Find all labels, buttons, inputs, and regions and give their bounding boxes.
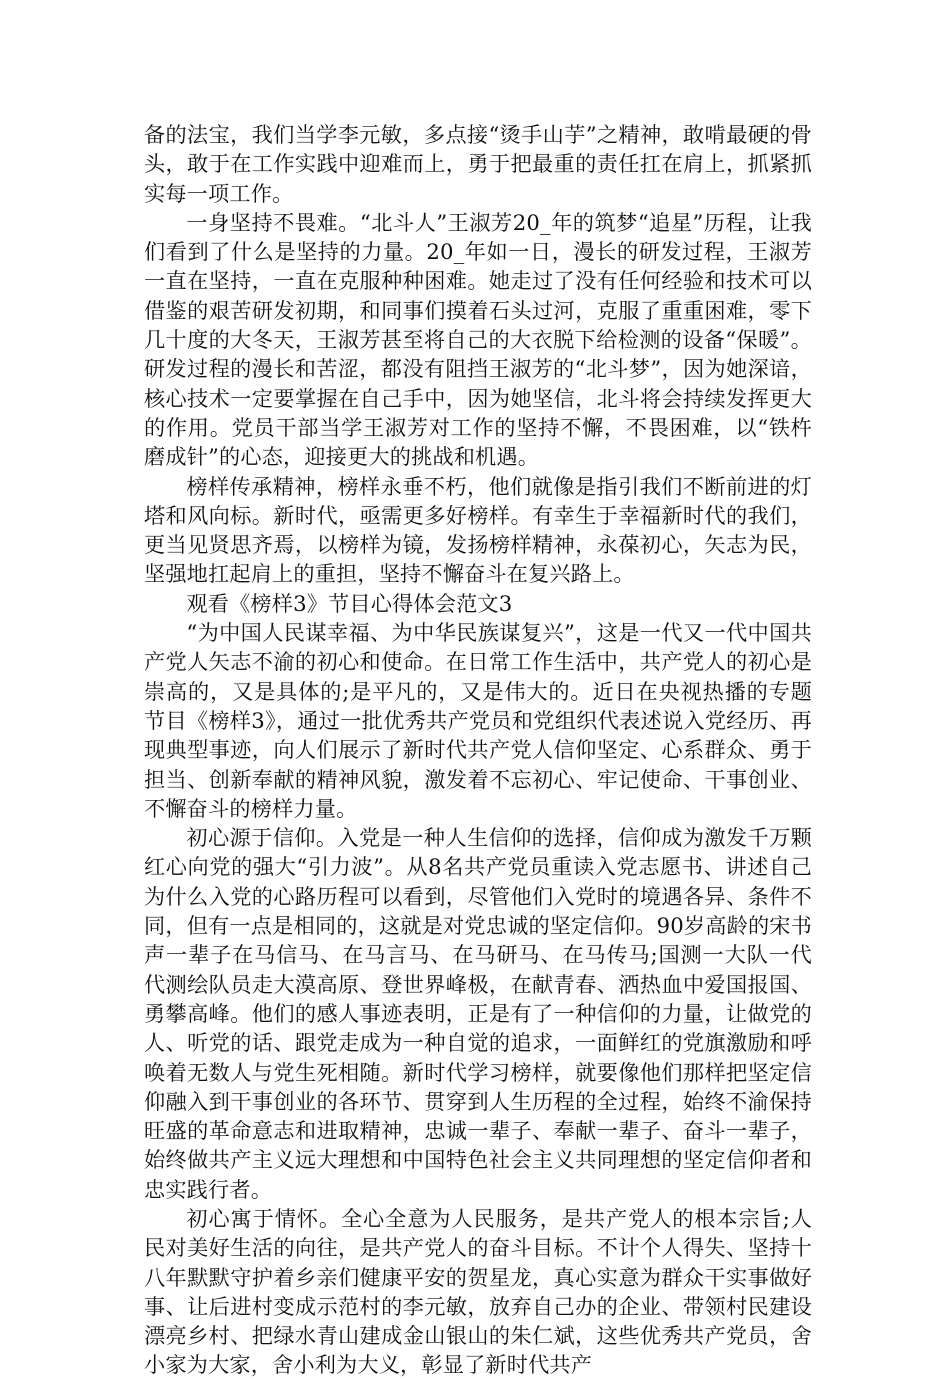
paragraph-continuation: 备的法宝，我们当学李元敏，多点接“烫手山芋”之精神，敢啃最硬的骨头，敢于在工作实践中迎难而上，勇于把最重的责任扛在肩上，抓紧抓实每一项工作。: [144, 122, 812, 206]
paragraph-persistence: 一身坚持不畏难。“北斗人”王淑芳20_年的筑梦“追星”历程，让我们看到了什么是坚持的力量。20_年如一日，漫长的研发过程，王淑芳一直在坚持，一直在克服种种困难。她走过了没有任何经验和技术可以借鉴的艰苦研发初期，和同事们摸着石头过河，克服了重重困难，零下几十度的大冬天，王淑芳甚至将自己的大衣脱下给检测的设备“保暖”。研发过程的漫长和苦涩，都没有阻挡王淑芳的“北斗梦”，因为她深谙，核心技术一定要掌握在自己手中，因为她坚信，北斗将会持续发挥更大的作用。党员干部当学王淑芳对工作的坚持不懈，不畏困难，以“铁杵磨成针”的心态，迎接更大的挑战和机遇。: [144, 209, 812, 470]
paragraph-belief: 初心源于信仰。入党是一种人生信仰的选择，信仰成为激发千万颗红心向党的强大“引力波”。从8名共产党员重读入党志愿书、讲述自己为什么入党的心路历程可以看到，尽管他们入党时的境遇各异、条件不同，但有一点是相同的，这就是对党忠诚的坚定信仰。90岁高龄的宋书声一辈子在马信马、在马言马、在马研马、在马传马;国测一大队一代代测绘队员走大漠高原、登世界峰极，在献青春、洒热血中爱国报国、勇攀高峰。他们的感人事迹表明，正是有了一种信仰的力量，让做党的人、听党的话、跟党走成为一种自觉的追求，一面鲜红的党旗激励和呼唤着无数人与党生死相随。新时代学习榜样，就要像他们那样把坚定信仰融入到干事创业的各环节、贯穿到人生历程的全过程，始终不渝保持旺盛的革命意志和进取精神，忠诚一辈子、奉献一辈子、奋斗一辈子，始终做共产主义远大理想和中国特色社会主义共同理想的坚定信仰者和忠实践行者。: [144, 825, 812, 1202]
paragraph-role-models: 榜样传承精神，榜样永垂不朽，他们就像是指引我们不断前进的灯塔和风向标。新时代，亟需更多好榜样。有幸生于幸福新时代的我们，更当见贤思齐焉，以榜样为镜，发扬榜样精神，永葆初心，矢志为民，坚强地扛起肩上的重担，坚持不懈奋斗在复兴路上。: [144, 473, 812, 587]
paragraph-sentiment: 初心寓于情怀。全心全意为人民服务，是共产党人的根本宗旨;人民对美好生活的向往，是共产党人的奋斗目标。不计个人得失、坚持十八年默默守护着乡亲们健康平安的贺星龙，真心实意为群众干实事做好事、让后进村变成示范村的李元敏，放弃自己办的企业、带领村民建设漂亮乡村、把绿水青山建成金山银山的朱仁斌，这些优秀共产党员，舍小家为大家，舍小利为大义，彰显了新时代共产: [144, 1205, 812, 1378]
paragraph-intro: “为中国人民谋幸福、为中华民族谋复兴”，这是一代又一代中国共产党人矢志不渝的初心和使命。在日常工作生活中，共产党人的初心是崇高的，又是具体的;是平凡的，又是伟大的。近日在央视热播的专题节目《榜样3》，通过一批优秀共产党员和党组织代表述说入党经历、再现典型事迹，向人们展示了新时代共产党人信仰坚定、心系群众、勇于担当、创新奉献的精神风貌，激发着不忘初心、牢记使命、干事创业、不懈奋斗的榜样力量。: [144, 620, 812, 821]
section-heading: 观看《榜样3》节目心得体会范文3: [186, 590, 513, 616]
document-body: [144, 120, 812, 1380]
